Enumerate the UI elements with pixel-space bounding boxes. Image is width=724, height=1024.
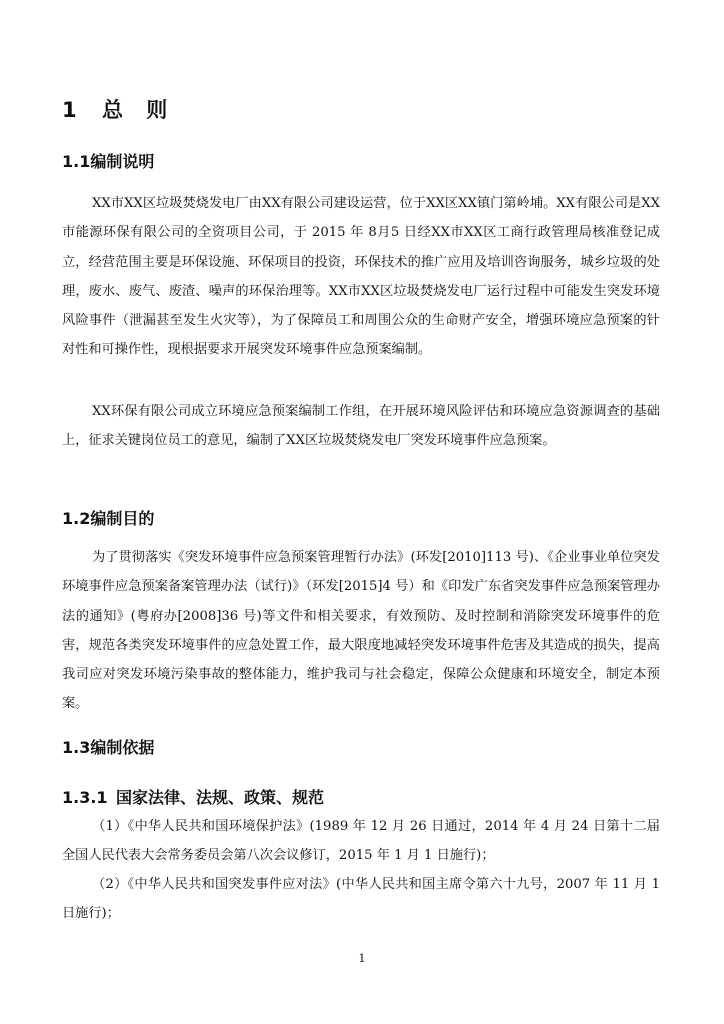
paragraph-workgroup: XX环保有限公司成立环境应急预案编制工作组，在开展环境风险评估和环境应急资源调查的基础上，征求关键岗位员工的意见，编制了XX区垃圾焚烧发电厂突发环境事件应急预案。 bbox=[62, 404, 660, 449]
chapter-number: 1 bbox=[62, 98, 78, 122]
section-number: 1.1 bbox=[62, 152, 91, 171]
paragraph-purpose: 为了贯彻落实《突发环境事件应急预案管理暂行办法》(环发[2010]113 号)、《企业事业单位突发环境事件应急预案备案管理办法（试行)》（环发[2015]4 号）和《印发广东省突发事件应急预案管理办法的通知》(粤府办[2008]36 号)等文件和相关要求，有效预防、及时控制和消除突发环境事件的危害，规范各类突发环境事件的应急处置工作，最大限度地减轻突发环境事件危害及其造成的损失，提高我司应对突发环境污染事故的整体能力，维护我司与社会稳定，保障公众健康和环境安全，制定本预案。 bbox=[62, 550, 660, 712]
chapter-heading bbox=[62, 94, 175, 124]
subsection-heading-1-3-1 bbox=[62, 785, 324, 808]
section-title: 编制说明 bbox=[90, 152, 155, 171]
subsection-number: 1.3.1 bbox=[62, 788, 108, 807]
subsection-title: 国家法律、法规、政策、规范 bbox=[116, 788, 325, 807]
section-title: 编制目的 bbox=[90, 509, 155, 528]
section-heading-1-2 bbox=[62, 506, 154, 529]
section-heading-1-3 bbox=[62, 735, 154, 758]
law-item-1: （1）《中华人民共和国环境保护法》(1989 年 12 月 26 日通过，2014 年 4 月 24 日第十二届全国人民代表大会常务委员会第八次会议修订，2015 年 1 月 1 日施行)； bbox=[62, 819, 660, 864]
chapter-title: 总 则 bbox=[101, 98, 176, 122]
section-title: 编制依据 bbox=[90, 738, 155, 757]
section-number: 1.2 bbox=[62, 509, 91, 528]
section-heading-1-1 bbox=[62, 149, 154, 172]
paragraph-intro: XX市XX区垃圾焚烧发电厂由XX有限公司建设运营，位于XX区XX镇门第岭埔。XX有限公司是XX市能源环保有限公司的全资项目公司，于 2015 年 8月5 日经XX市XX区工商行政管理局核准登记成立，经营范围主要是环保设施、环保项目的投资，环保技术的推广应用及培训咨询服务，城乡垃圾的处理，废水、废气、废渣、噪声的环保治理等。XX市XX区垃圾焚烧发电厂运行过程中可能发生突发环境风险事件（泄漏甚至发生火灾等），为了保障员工和周围公众的生命财产安全，增强环境应急预案的针对性和可操作性，现根据要求开展突发环境事件应急预案编制。 bbox=[62, 196, 660, 358]
section-number: 1.3 bbox=[62, 738, 91, 757]
law-item-2: （2）《中华人民共和国突发事件应对法》(中华人民共和国主席令第六十九号，2007 年 11 月 1 日施行)； bbox=[62, 877, 660, 922]
page-number: 1 bbox=[358, 952, 366, 965]
